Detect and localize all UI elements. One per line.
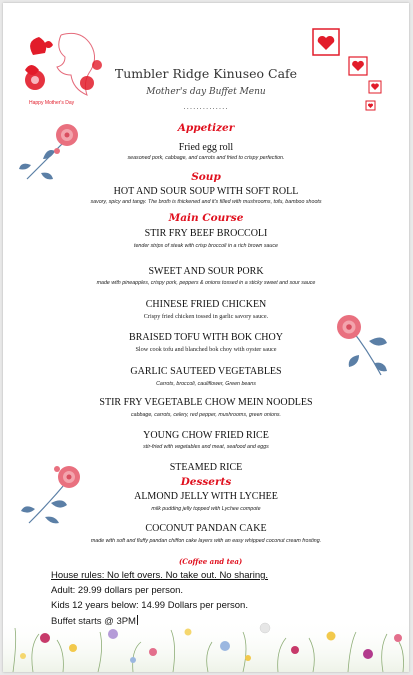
mothers-day-tag: Happy Mother's Day xyxy=(29,100,75,106)
menu-item-name: STIR FRY VEGETABLE CHOW MEIN NOODLES xyxy=(99,397,313,408)
menu-item-name: HOT AND SOUR SOUP WITH SOFT ROLL xyxy=(113,186,299,197)
menu-item-name: BRAISED TOFU WITH BOK CHOY xyxy=(129,332,283,343)
menu-item-name: COCONUT PANDAN CAKE xyxy=(145,523,267,534)
menu-item-desc: Crispy fried chicken tossed in garlic savory sauce. xyxy=(143,313,269,320)
section-heading-appetizer: Appetizer xyxy=(177,122,235,134)
cafe-name: Tumbler Ridge Kinuseo Cafe xyxy=(114,66,298,81)
section-heading-coffee-tea: (Coffee and tea) xyxy=(179,557,243,566)
menu-item-desc: savory, spicy and tangy. The broth is thickened and it's filled with mushrooms, tofu, bamboo shoots xyxy=(90,199,322,205)
kids-price: Kids 12 years below: 14.99 Dollars per person. xyxy=(51,600,248,611)
menu-item-name: ALMOND JELLY WITH LYCHEE xyxy=(134,491,278,502)
adult-price: Adult: 29.99 dollars per person. xyxy=(51,585,184,596)
menu-item-desc: made with pineapples, crispy pork, peppers & onions tossed in a sticky sweet and sour sauce xyxy=(96,280,316,286)
menu-item-name: CHINESE FRIED CHICKEN xyxy=(145,299,267,310)
flower-meadow-icon xyxy=(3,608,409,672)
menu-item-desc: made with soft and fluffy pandan chiffon cake layers with an easy whipped coconut cream frosting. xyxy=(90,538,322,544)
menu-item-name: GARLIC SAUTEED VEGETABLES xyxy=(130,366,282,377)
house-rules: House rules: No left overs. No take out. No sharing. xyxy=(51,570,269,581)
menu-item-name: STEAMED RICE xyxy=(169,462,243,473)
menu-item-desc: Slow cook tofu and blanched bok choy with oyster sauce xyxy=(135,346,277,353)
section-heading-desserts: Desserts xyxy=(180,476,232,488)
menu-item-desc: cabbage, carrots, celery, red pepper, mushrooms, green onions. xyxy=(130,412,282,418)
menu-item-desc: Carrots, broccoli, cauliflower, Green beans xyxy=(156,381,256,387)
menu-page xyxy=(3,3,409,672)
menu-item-name: STIR FRY BEEF BROCCOLI xyxy=(144,228,268,239)
menu-item-name: YOUNG CHOW FRIED RICE xyxy=(143,430,269,441)
section-heading-main-course: Main Course xyxy=(168,212,244,224)
menu-item-desc: stir-fried with vegetables and meat, seafood and eggs xyxy=(143,444,269,450)
menu-subtitle: Mother's day Buffet Menu xyxy=(146,87,266,97)
menu-item-name: SWEET AND SOUR PORK xyxy=(148,266,264,277)
header-divider: .............. xyxy=(183,102,229,111)
menu-item-desc: seasoned pork, cabbage, and carrots and fried to crispy perfection. xyxy=(127,155,285,161)
section-heading-soup: Soup xyxy=(191,171,221,183)
menu-item-desc: milk pudding jelly topped with Lychee compote xyxy=(151,506,261,512)
menu-item-desc: tender strips of steak with crisp broccoli in a rich brown sauce xyxy=(134,243,278,249)
menu-item-name: Fried egg roll xyxy=(178,142,234,153)
